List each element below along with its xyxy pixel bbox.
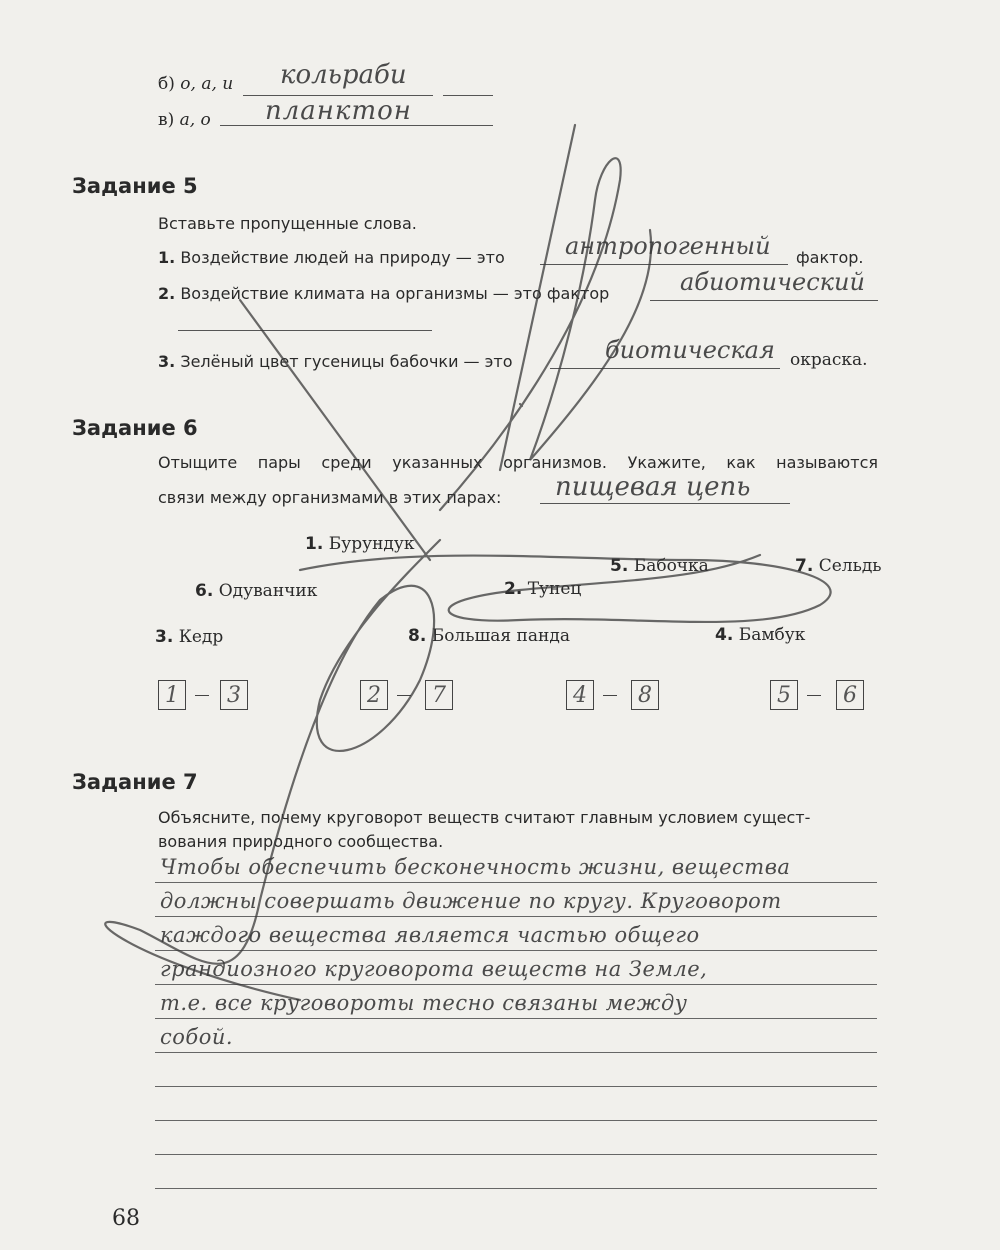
item-b-letters: о, а, и [180, 74, 234, 94]
answer-line-6 [155, 1052, 877, 1053]
task5-instruction: Вставьте пропущенные слова. [158, 214, 417, 233]
organism-6-name: Одуванчик [218, 581, 318, 601]
pair-1-dash [195, 695, 209, 696]
organism-4 [715, 625, 805, 645]
task6-instruction-2: связи между организмами в этих парах: [158, 488, 502, 507]
pair-4-dash [807, 695, 821, 696]
pair-1-a[interactable]: 1 [158, 680, 186, 710]
task6-instruction-1: Отыщите пары среди указанных организмов. Укажите, как называются [158, 453, 878, 472]
task5-item-2-text: Воздействие климата на организмы — это фактор [180, 284, 610, 303]
organism-7-num: 7. [795, 556, 814, 576]
item-b-line-2 [443, 95, 493, 96]
task5-item-2-line [650, 300, 878, 301]
task7-title: Задание 7 [72, 770, 198, 794]
organism-3-num: 3. [155, 627, 174, 647]
pair-3-dash [603, 695, 617, 696]
pair-1-b[interactable]: 3 [220, 680, 248, 710]
task7-question-1: Объясните, почему круговорот веществ считают главным условием сущест- [158, 808, 811, 827]
pair-2-dash [397, 695, 411, 696]
organism-1-num: 1. [305, 534, 324, 554]
answer-line-1 [155, 882, 877, 883]
answer-line-8 [155, 1120, 877, 1121]
organism-5 [610, 556, 709, 576]
task5-item-1-num: 1. [158, 248, 176, 267]
pair-3-b[interactable]: 8 [631, 680, 659, 710]
item-b-label: б) [158, 74, 175, 94]
task5-item-2-num: 2. [158, 284, 176, 303]
task5-item-3-answer[interactable]: биотическая [605, 336, 775, 364]
task6-answer[interactable]: пищевая цепь [555, 472, 751, 502]
pair-2-a[interactable]: 2 [360, 680, 388, 710]
organism-4-name: Бамбук [738, 625, 806, 645]
organism-6-num: 6. [195, 581, 214, 601]
organism-3-name: Кедр [178, 627, 224, 647]
organism-2-name: Тунец [527, 579, 582, 599]
page-number: 68 [112, 1206, 140, 1231]
task7-question-2: вования природного сообщества. [158, 832, 444, 851]
task5-title: Задание 5 [72, 174, 198, 198]
item-v [158, 110, 211, 130]
task6-answer-line [540, 503, 790, 504]
organism-5-num: 5. [610, 556, 629, 576]
pair-4-b[interactable]: 6 [836, 680, 864, 710]
task5-item-1-text: Воздействие людей на природу — это [180, 248, 505, 267]
task7-answer-4[interactable]: грандиозного круговорота веществ на Земле, [160, 957, 708, 981]
task7-answer-1[interactable]: Чтобы обеспечить бесконечность жизни, вещества [160, 855, 791, 879]
answer-line-9 [155, 1154, 877, 1155]
item-b [158, 74, 233, 94]
task5-item-3-text: Зелёный цвет гусеницы бабочки — это [180, 352, 513, 371]
item-b-answer[interactable]: кольраби [280, 60, 407, 90]
task5-item-2-answer[interactable]: абиотический [680, 268, 865, 296]
task7-answer-6[interactable]: собой. [160, 1025, 234, 1049]
task5-item-3-num: 3. [158, 352, 176, 371]
task5-item-3-after: окраска. [790, 350, 868, 370]
item-v-answer[interactable]: планктон [265, 96, 412, 126]
organism-2 [504, 579, 581, 599]
task5-item-1-after: фактор. [796, 248, 864, 267]
scribble-dot [520, 404, 522, 406]
answer-line-5 [155, 1018, 877, 1019]
organism-7-name: Сельдь [818, 556, 882, 576]
task5-item-1-line [540, 264, 788, 265]
organism-1 [305, 534, 415, 554]
answer-line-2 [155, 916, 877, 917]
task6-title: Задание 6 [72, 416, 198, 440]
organism-5-name: Бабочка [633, 556, 709, 576]
answer-line-10 [155, 1188, 877, 1189]
item-v-label: в) [158, 110, 175, 130]
task5-item-3-line [550, 368, 780, 369]
organism-8-name: Большая панда [431, 626, 570, 646]
organism-4-num: 4. [715, 625, 734, 645]
task5-item-1 [158, 248, 505, 267]
pair-2-b[interactable]: 7 [425, 680, 453, 710]
pair-4-a[interactable]: 5 [770, 680, 798, 710]
organism-8 [408, 626, 570, 646]
pair-3-a[interactable]: 4 [566, 680, 594, 710]
answer-line-3 [155, 950, 877, 951]
organism-3 [155, 627, 223, 647]
task5-item-1-answer[interactable]: антропогенный [565, 232, 771, 260]
task5-item-2-line-2 [178, 330, 432, 331]
organism-2-num: 2. [504, 579, 523, 599]
task7-answer-2[interactable]: должны совершать движение по кругу. Круговорот [160, 889, 782, 913]
organism-6 [195, 581, 317, 601]
task7-answer-5[interactable]: т.е. все круговороты тесно связаны между [160, 991, 688, 1015]
organism-1-name: Бурундук [328, 534, 415, 554]
scribble-diagonal-1 [240, 300, 430, 560]
answer-line-4 [155, 984, 877, 985]
task7-answer-3[interactable]: каждого вещества является частью общего [160, 923, 700, 947]
task5-item-2 [158, 284, 609, 303]
item-v-letters: а, о [179, 110, 211, 130]
organism-8-num: 8. [408, 626, 427, 646]
organism-7 [795, 556, 882, 576]
answer-line-7 [155, 1086, 877, 1087]
task5-item-3 [158, 352, 513, 371]
